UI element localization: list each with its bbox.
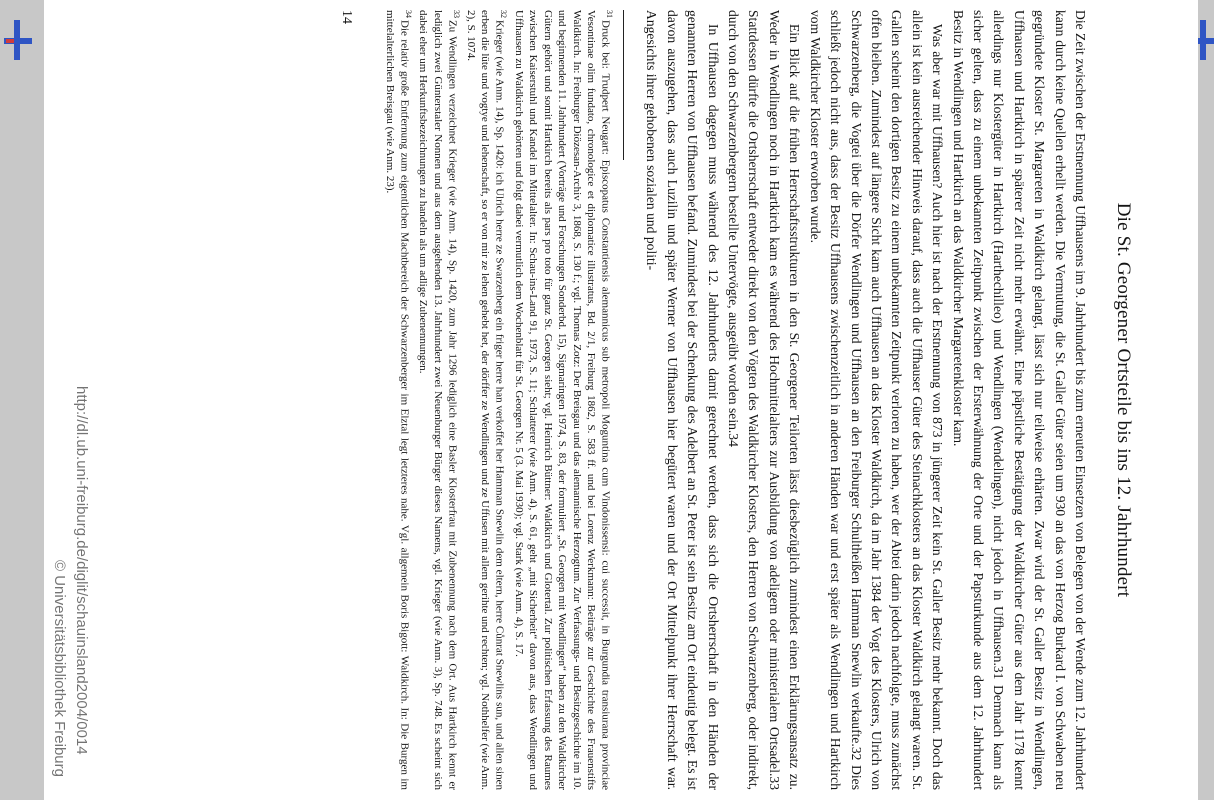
footnote-number: 34 xyxy=(403,10,413,18)
library-logo-icon-left xyxy=(4,20,32,60)
footnote-34 xyxy=(382,10,414,790)
footnote-text: Krieger (wie Anm. 14), Sp. 1420: ich Ulrich herre ze Swarzenberg ein friger herre han verkoffet her Hamman Snewlin dem eltern, herre Cůnrat Snewlins sun, und allen sinen erben die lüte und vogtye und lehenschaft, so er von mir ze lehen gehebt het, der dörffer ze Wendlingen und ze Uffusen mit allem gerihte und rechten; vgl. Nothhelfer (wie Anm. 2), S. 1074. xyxy=(465,10,506,790)
viewer-right-margin xyxy=(1198,0,1214,800)
footnote-text: Die relativ große Entfernung zum eigentlichen Machtbereich der Schwarzenberger im Elztal legt letzteres nahe. Vgl. allgemein Boris Bigott: Waldkirch. In: Die Burgen im mittelalterlichen Breisgau (wie Anm. 23). xyxy=(383,10,411,790)
footnote-text: Zu Wendlingen verzeichnet Krieger (wie Anm. 14), Sp. 1420, zum Jahr 1296 lediglich eine Basler Klosterfrau mit Zubenennung nach dem Ort. Aus Hartkirch kennt er lediglich zwei Günterstaler Nonnen und aus dem ausgehenden 13. Jahrhundert zwei Neuenburger Bürger dieses Namens, vgl. Krieger (wie Anm. 3), Sp. 748. Es scheint sich dabei eher um Herkunftsbezeichnungen zu handeln als um adlige Zubenennungen. xyxy=(417,10,458,790)
scanned-page xyxy=(44,0,1198,800)
rotated-page-content xyxy=(174,10,1134,790)
footnote-31 xyxy=(512,10,617,790)
body-paragraph-4: In Uffhausen dagegen muss während des 12. Jahrhunderts damit gerechnet werden, dass sich die Ortsherrschaft in den Händen der genannten Herren von Uffhausen befand. Zumindest bei der Schenkung des Adelbert an St. Peter ist sein Besitz am Ort eindeutig belegt. Es ist davon auszugehen, dass auch Luzilin und später Werner von Uffhausen hier begütert waren und der Ort Mittelpunkt ihrer Herrschaft war. Angesichts ihrer gehobenen sozialen und politi- xyxy=(644,10,721,790)
footnote-32 xyxy=(464,10,511,790)
footnote-number: 33 xyxy=(451,10,461,18)
watermark-copyright: © Universitätsbibliothek Freiburg xyxy=(51,560,68,777)
footnote-separator xyxy=(623,10,624,160)
viewer-left-margin xyxy=(0,0,44,800)
page-number: 14 xyxy=(339,10,354,24)
body-paragraph-3: Ein Blick auf die frühen Herrschaftsstrukturen in den St. Georgener Teilorten lässt diesbezüglich zumindest einen Erklärungsansatz zu. Weder in Wendlingen noch in Hartkirch kam es während des Hochmittelalters zur Ausbildung von adeligem oder ministerialem Ortsadel.33 Stattdessen dürfte die Ortsherrschaft entweder direkt von den Vögten des Waldkircher Klosters, den Herren von Schwarzenberg, oder indirekt, durch von den Schwarzenbergern bestellte Untervögte, ausgeübt worden sein.34 xyxy=(726,10,803,790)
footnote-text: Druck bei: Trudpert Neugart: Episcopatus Constantiensis alemannicus sub metropoli Moguntina cum Vindonissensi: cui successit, in Burgundia transiurana provinciae Vesontinae olim fundato, chronologice et diplomatice illustratus, Bd. 2/1, Freiburg 1862, S. 583 ff. und bei Lorenz Werkmann: Beiträge zur Geschichte des Frauenstifts Waldkirch. In: Freiburger Diözesan-Archiv 3, 1868, S. 130 f.; vgl. Thomas Zotz: Der Breisgau und das alemannische Herzogtum. Zur Verfassungs- und Besitzgeschichte im 10. und beginnenden 11. Jahrhundert (Vorträge und Forschungen Sonderbd. 15), Sigmaringen 1974, S. 83, der formuliert „St. Georgen mit Wendlingen“ haben zu den Waldkircher Gütern gehört und somit Hartkirch bereits als pars pro toto für ganz St. Georgen sieht; vgl. Heinrich Büttner: Waldkirch und Glotertal. Zur politischen Erfassung des Raumes zwischen Kaiserstuhl und Kandel im Mittelalter. In: Schau-ins-Land 91, 1973, S. 11; Schlatterer (wie Anm. 4), S. 61, geht „mit Sicherheit“ davon aus, dass Wendlingen und Uffhausen zu Waldkirch gehörten und folgt dabei vermutlich dem Wochenblatt für St. Georgen Nr. 5 (3. Mai 1930); vgl. Stark (wie Anm. 4), S. 17. xyxy=(512,10,612,790)
footnote-number: 31 xyxy=(605,10,614,18)
body-paragraph-1: Die Zeit zwischen der Erstnennung Uffhausens im 9. Jahrhundert bis zum erneuten Einsetzen von Belegen von der Wende zum 12. Jahrhundert kann durch keine Quellen erhellt werden. Die Vermutung, die St. Galler Güter seien um 930 an das von Herzog Burkard I. von Schwaben neu gegründete Kloster St. Margareten in Waldkirch gelangt, lässt sich nur teilweise erhärten. Zwar wird der St. Galler Besitz in Wendlingen, Uffhausen und Hartkirch in späterer Zeit nicht mehr erwähnt. Eine päpstliche Bestätigung der Waldkircher Güter aus dem Jahr 1178 kennt allerdings nur Klostergüter in Hartkirch (Harthechilleo) und Wendlingen (Wendelingen), nicht jedoch in Uffhausen.31 Demnach kann als sicher gelten, dass zu einem unbekannten Zeitpunkt zwischen der Ersterwähnung der Orte und der Papsturkunde aus dem 12. Jahrhundert Besitz in Wendlingen und Hartkirch an das Waldkircher Margaretenkloster kam. xyxy=(950,10,1088,790)
footnotes xyxy=(381,10,616,790)
running-head: Die St. Georgener Ortsteile bis ins 12. Jahrhundert xyxy=(1113,202,1134,598)
body-text xyxy=(641,10,1090,790)
body-paragraph-2: Was aber war mit Uffhausen? Auch hier ist nach der Erstnennung von 873 in jüngerer Zeit kein St. Galler Besitz mehr bekannt. Doch das allein ist kein ausreichender Hinweis darauf, dass auch die Uffhauser Güter des Steinachklosters an das Kloster Waldkirch gelangt waren. St. Gallen scheint den dortigen Besitz zu einem unbekannten Zeitpunkt verloren zu haben, wer der Abtei darin jedoch nachfolgte, muss zunächst offen bleiben. Zumindest auf längere Sicht kam auch Uffhausen an das Kloster Waldkirch, da im Jahr 1384 der Vogt des Klosters, Ulrich von Schwarzenberg, die Vogtei über die Dörfer Wendlingen und Uffhausen an den Freiburger Schultheißen Hamman Snewlin verkaufte.32 Dies schließt jedoch nicht aus, dass der Besitz Uffhausens zwischenzeitlich in anderen Händen war und erst später als Wendlingen und Hartkirch vom Waldkircher Kloster erworben wurde. xyxy=(807,10,946,790)
footnote-33 xyxy=(416,10,463,790)
watermark-url: http://dl.ub.uni-freiburg.de/diglit/schauinsland2004/0014 xyxy=(73,386,90,755)
footnote-number: 32 xyxy=(499,10,509,18)
